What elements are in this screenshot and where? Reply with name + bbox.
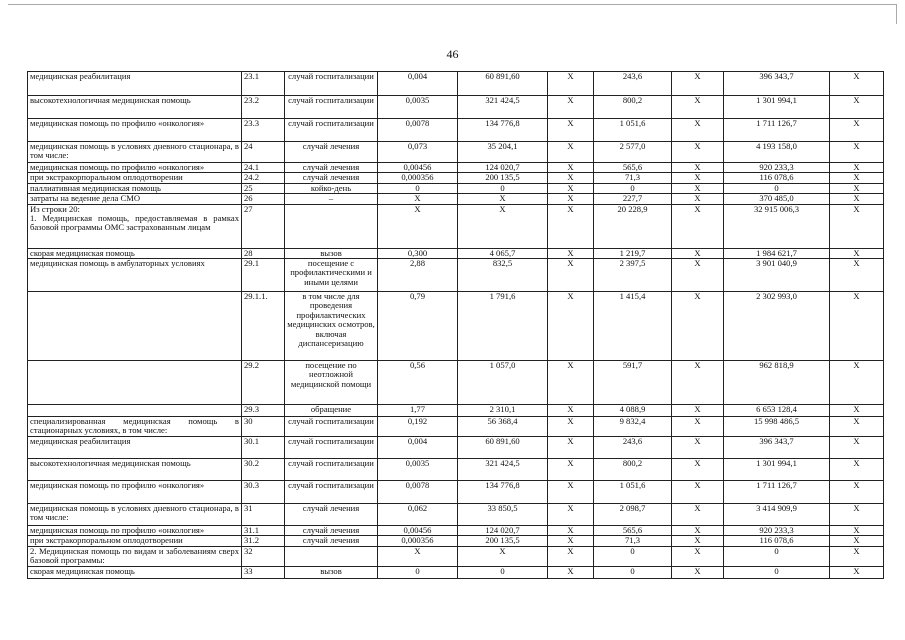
per-capita-oms-cell: 20 228,9 — [594, 204, 672, 248]
norm-cost-cell: 832,5 — [458, 259, 548, 292]
norm-volume-cell: 1,77 — [378, 405, 458, 417]
norm-volume-cell: 0,192 — [378, 417, 458, 437]
table-row — [28, 96, 884, 119]
row-name-cell: затраты на ведение дела СМО — [28, 194, 242, 204]
percent-cell: X — [830, 361, 884, 405]
per-capita-budget-cell: X — [548, 405, 594, 417]
norm-cost-cell: 2 310,1 — [458, 405, 548, 417]
norm-volume-cell: X — [378, 204, 458, 248]
percent-cell: X — [830, 504, 884, 526]
oms-total-cell: 396 343,7 — [724, 72, 830, 96]
per-capita-oms-cell: 0 — [594, 183, 672, 193]
row-number-cell: 30.1 — [242, 437, 285, 459]
row-number-cell: 31.2 — [242, 536, 285, 546]
unit-cell: посещение с профилактическими и иными целями — [285, 259, 378, 292]
budget-total-cell: X — [672, 142, 724, 163]
oms-total-cell: 920 233,3 — [724, 526, 830, 536]
row-number-cell: 29.3 — [242, 405, 285, 417]
row-number-cell: 33 — [242, 566, 285, 578]
per-capita-oms-cell: 591,7 — [594, 361, 672, 405]
percent-cell: X — [830, 292, 884, 361]
table-row — [28, 248, 884, 258]
percent-cell: X — [830, 405, 884, 417]
norm-volume-cell: 0,004 — [378, 437, 458, 459]
table-row — [28, 173, 884, 183]
norm-cost-cell: 200 135,5 — [458, 536, 548, 546]
unit-cell: случай лечения — [285, 142, 378, 163]
row-name-cell: высокотехнологичная медицинская помощь — [28, 459, 242, 481]
budget-total-cell: X — [672, 248, 724, 258]
percent-cell: X — [830, 481, 884, 504]
row-name-cell: при экстракорпоральном оплодотворении — [28, 536, 242, 546]
percent-cell: X — [830, 96, 884, 119]
norm-volume-cell: X — [378, 546, 458, 566]
unit-cell: случай госпитализации — [285, 437, 378, 459]
per-capita-oms-cell: 227,7 — [594, 194, 672, 204]
table-row — [28, 536, 884, 546]
budget-total-cell: X — [672, 361, 724, 405]
row-name-cell: скорая медицинская помощь — [28, 566, 242, 578]
percent-cell: X — [830, 173, 884, 183]
unit-cell: случай госпитализации — [285, 417, 378, 437]
row-number-cell: 26 — [242, 194, 285, 204]
per-capita-budget-cell: X — [548, 546, 594, 566]
row-number-cell: 28 — [242, 248, 285, 258]
per-capita-oms-cell: 0 — [594, 546, 672, 566]
row-name-cell: медицинская помощь по профилю «онкология» — [28, 119, 242, 142]
scan-edge-top — [8, 4, 897, 5]
row-name-cell — [28, 361, 242, 405]
row-name-cell: медицинская реабилитация — [28, 437, 242, 459]
table-row — [28, 459, 884, 481]
per-capita-oms-cell: 71,3 — [594, 536, 672, 546]
norm-volume-cell: 0,79 — [378, 292, 458, 361]
budget-total-cell: X — [672, 183, 724, 193]
per-capita-budget-cell: X — [548, 248, 594, 258]
oms-total-cell: 6 653 128,4 — [724, 405, 830, 417]
budget-total-cell: X — [672, 566, 724, 578]
budget-total-cell: X — [672, 292, 724, 361]
per-capita-budget-cell: X — [548, 119, 594, 142]
per-capita-budget-cell: X — [548, 163, 594, 173]
data-table — [27, 71, 884, 579]
per-capita-oms-cell: 1 051,6 — [594, 481, 672, 504]
norm-volume-cell: 2,88 — [378, 259, 458, 292]
budget-total-cell: X — [672, 405, 724, 417]
unit-cell: случай лечения — [285, 173, 378, 183]
percent-cell: X — [830, 194, 884, 204]
norm-cost-cell: 134 776,8 — [458, 481, 548, 504]
per-capita-oms-cell: 800,2 — [594, 459, 672, 481]
row-number-cell: 23.3 — [242, 119, 285, 142]
oms-total-cell: 0 — [724, 183, 830, 193]
norm-cost-cell: 0 — [458, 183, 548, 193]
table-row — [28, 546, 884, 566]
per-capita-budget-cell: X — [548, 437, 594, 459]
oms-total-cell: 2 302 993,0 — [724, 292, 830, 361]
row-name-cell: специализированная медицинская помощь в стационарных условиях, в том числе: — [28, 417, 242, 437]
per-capita-oms-cell: 9 832,4 — [594, 417, 672, 437]
row-number-cell: 30 — [242, 417, 285, 437]
oms-total-cell: 4 193 158,0 — [724, 142, 830, 163]
norm-volume-cell: 0 — [378, 183, 458, 193]
unit-cell: случай лечения — [285, 163, 378, 173]
unit-cell: случай госпитализации — [285, 459, 378, 481]
row-name-cell: Из строки 20: 1. Медицинская помощь, предоставляемая в рамках базовой программы ОМС застрахованным лицам — [28, 204, 242, 248]
percent-cell: X — [830, 163, 884, 173]
percent-cell: X — [830, 204, 884, 248]
per-capita-budget-cell: X — [548, 183, 594, 193]
norm-volume-cell: 0,073 — [378, 142, 458, 163]
oms-total-cell: 370 485,0 — [724, 194, 830, 204]
table-row — [28, 163, 884, 173]
per-capita-oms-cell: 2 098,7 — [594, 504, 672, 526]
per-capita-oms-cell: 2 397,5 — [594, 259, 672, 292]
row-number-cell: 30.3 — [242, 481, 285, 504]
per-capita-budget-cell: X — [548, 481, 594, 504]
budget-total-cell: X — [672, 72, 724, 96]
norm-volume-cell: 0,000356 — [378, 173, 458, 183]
row-name-cell — [28, 405, 242, 417]
per-capita-oms-cell: 71,3 — [594, 173, 672, 183]
unit-cell: койко-день — [285, 183, 378, 193]
budget-total-cell: X — [672, 194, 724, 204]
table-row — [28, 292, 884, 361]
norm-cost-cell: 60 891,60 — [458, 72, 548, 96]
per-capita-budget-cell: X — [548, 173, 594, 183]
row-name-cell: медицинская реабилитация — [28, 72, 242, 96]
row-name-cell: медицинская помощь по профилю «онкология» — [28, 481, 242, 504]
row-name-cell: медицинская помощь в амбулаторных условиях — [28, 259, 242, 292]
per-capita-budget-cell: X — [548, 72, 594, 96]
budget-total-cell: X — [672, 96, 724, 119]
norm-cost-cell: 35 204,1 — [458, 142, 548, 163]
percent-cell: X — [830, 183, 884, 193]
per-capita-oms-cell: 0 — [594, 566, 672, 578]
unit-cell: обращение — [285, 405, 378, 417]
norm-volume-cell: 0,00456 — [378, 526, 458, 536]
table-row — [28, 183, 884, 193]
norm-volume-cell: X — [378, 194, 458, 204]
norm-volume-cell: 0,062 — [378, 504, 458, 526]
row-number-cell: 23.2 — [242, 96, 285, 119]
per-capita-oms-cell: 243,6 — [594, 72, 672, 96]
oms-total-cell: 1 984 621,7 — [724, 248, 830, 258]
oms-total-cell: 920 233,3 — [724, 163, 830, 173]
oms-total-cell: 962 818,9 — [724, 361, 830, 405]
unit-cell: случай лечения — [285, 536, 378, 546]
unit-cell — [285, 546, 378, 566]
budget-total-cell: X — [672, 259, 724, 292]
oms-total-cell: 32 915 006,3 — [724, 204, 830, 248]
budget-total-cell: X — [672, 119, 724, 142]
table-row — [28, 204, 884, 248]
norm-cost-cell: 4 065,7 — [458, 248, 548, 258]
row-number-cell: 29.1.1. — [242, 292, 285, 361]
per-capita-oms-cell: 1 415,4 — [594, 292, 672, 361]
row-number-cell: 27 — [242, 204, 285, 248]
table-row — [28, 526, 884, 536]
oms-total-cell: 1 301 994,1 — [724, 459, 830, 481]
table-row — [28, 417, 884, 437]
norm-cost-cell: 60 891,60 — [458, 437, 548, 459]
per-capita-oms-cell: 1 219,7 — [594, 248, 672, 258]
budget-total-cell: X — [672, 459, 724, 481]
row-name-cell: 2. Медицинская помощь по видам и заболеваниям сверх базовой программы: — [28, 546, 242, 566]
per-capita-budget-cell: X — [548, 204, 594, 248]
norm-cost-cell: 124 020,7 — [458, 526, 548, 536]
budget-total-cell: X — [672, 417, 724, 437]
norm-cost-cell: X — [458, 194, 548, 204]
norm-cost-cell: 0 — [458, 566, 548, 578]
per-capita-budget-cell: X — [548, 526, 594, 536]
norm-cost-cell: X — [458, 204, 548, 248]
oms-total-cell: 0 — [724, 566, 830, 578]
unit-cell: случай госпитализации — [285, 481, 378, 504]
per-capita-budget-cell: X — [548, 566, 594, 578]
table-row — [28, 405, 884, 417]
per-capita-budget-cell: X — [548, 292, 594, 361]
oms-total-cell: 1 711 126,7 — [724, 119, 830, 142]
per-capita-budget-cell: X — [548, 194, 594, 204]
oms-total-cell: 3 414 909,9 — [724, 504, 830, 526]
row-name-cell: медицинская помощь в условиях дневного стационара, в том числе: — [28, 142, 242, 163]
budget-total-cell: X — [672, 526, 724, 536]
percent-cell: X — [830, 526, 884, 536]
percent-cell: X — [830, 536, 884, 546]
row-name-cell: скорая медицинская помощь — [28, 248, 242, 258]
norm-cost-cell: 56 368,4 — [458, 417, 548, 437]
norm-volume-cell: 0,0078 — [378, 481, 458, 504]
table-row — [28, 72, 884, 96]
per-capita-budget-cell: X — [548, 142, 594, 163]
unit-cell: посещение по неотложной медицинской помощи — [285, 361, 378, 405]
row-name-cell: высокотехнологичная медицинская помощь — [28, 96, 242, 119]
row-name-cell: медицинская помощь в условиях дневного стационара, в том числе: — [28, 504, 242, 526]
table-row — [28, 437, 884, 459]
norm-volume-cell: 0,00456 — [378, 163, 458, 173]
percent-cell: X — [830, 459, 884, 481]
row-number-cell: 31.1 — [242, 526, 285, 536]
table-row — [28, 194, 884, 204]
row-number-cell: 23.1 — [242, 72, 285, 96]
row-name-cell — [28, 292, 242, 361]
per-capita-budget-cell: X — [548, 417, 594, 437]
oms-total-cell: 0 — [724, 546, 830, 566]
budget-total-cell: X — [672, 504, 724, 526]
unit-cell: вызов — [285, 566, 378, 578]
budget-total-cell: X — [672, 437, 724, 459]
row-number-cell: 24.2 — [242, 173, 285, 183]
row-number-cell: 25 — [242, 183, 285, 193]
unit-cell: случай госпитализации — [285, 72, 378, 96]
norm-cost-cell: 1 057,0 — [458, 361, 548, 405]
table-row — [28, 481, 884, 504]
norm-cost-cell: 33 850,5 — [458, 504, 548, 526]
row-name-cell: при экстракорпоральном оплодотворении — [28, 173, 242, 183]
row-number-cell: 31 — [242, 504, 285, 526]
unit-cell: вызов — [285, 248, 378, 258]
unit-cell: – — [285, 194, 378, 204]
unit-cell: случай лечения — [285, 504, 378, 526]
budget-total-cell: X — [672, 481, 724, 504]
per-capita-oms-cell: 2 577,0 — [594, 142, 672, 163]
row-number-cell: 24 — [242, 142, 285, 163]
norm-volume-cell: 0,0035 — [378, 96, 458, 119]
norm-cost-cell: 134 776,8 — [458, 119, 548, 142]
norm-cost-cell: 1 791,6 — [458, 292, 548, 361]
oms-total-cell: 15 998 486,5 — [724, 417, 830, 437]
norm-volume-cell: 0 — [378, 566, 458, 578]
per-capita-oms-cell: 800,2 — [594, 96, 672, 119]
row-number-cell: 32 — [242, 546, 285, 566]
per-capita-budget-cell: X — [548, 96, 594, 119]
norm-volume-cell: 0,0078 — [378, 119, 458, 142]
norm-volume-cell: 0,000356 — [378, 536, 458, 546]
row-name-cell: паллиативная медицинская помощь — [28, 183, 242, 193]
unit-cell: случай госпитализации — [285, 119, 378, 142]
budget-total-cell: X — [672, 536, 724, 546]
norm-volume-cell: 0,56 — [378, 361, 458, 405]
oms-total-cell: 1 711 126,7 — [724, 481, 830, 504]
scan-edge-right — [896, 4, 897, 24]
unit-cell: в том числе для проведения профилактических медицинских осмотров, включая диспансеризацию — [285, 292, 378, 361]
oms-total-cell: 396 343,7 — [724, 437, 830, 459]
per-capita-budget-cell: X — [548, 504, 594, 526]
per-capita-budget-cell: X — [548, 361, 594, 405]
table-row — [28, 504, 884, 526]
per-capita-oms-cell: 243,6 — [594, 437, 672, 459]
unit-cell — [285, 204, 378, 248]
percent-cell: X — [830, 119, 884, 142]
per-capita-oms-cell: 4 088,9 — [594, 405, 672, 417]
table-row — [28, 119, 884, 142]
oms-total-cell: 116 078,6 — [724, 173, 830, 183]
percent-cell: X — [830, 546, 884, 566]
per-capita-budget-cell: X — [548, 536, 594, 546]
page-number: 46 — [446, 47, 459, 61]
unit-cell: случай госпитализации — [285, 96, 378, 119]
row-number-cell: 29.1 — [242, 259, 285, 292]
per-capita-budget-cell: X — [548, 259, 594, 292]
oms-total-cell: 3 901 040,9 — [724, 259, 830, 292]
row-number-cell: 30.2 — [242, 459, 285, 481]
table-row — [28, 259, 884, 292]
norm-cost-cell: X — [458, 546, 548, 566]
percent-cell: X — [830, 566, 884, 578]
table-body — [28, 72, 884, 579]
per-capita-oms-cell: 1 051,6 — [594, 119, 672, 142]
row-number-cell: 29.2 — [242, 361, 285, 405]
table-row — [28, 566, 884, 578]
norm-volume-cell: 0,0035 — [378, 459, 458, 481]
per-capita-budget-cell: X — [548, 459, 594, 481]
norm-cost-cell: 321 424,5 — [458, 459, 548, 481]
budget-total-cell: X — [672, 546, 724, 566]
norm-volume-cell: 0,004 — [378, 72, 458, 96]
table-row — [28, 142, 884, 163]
percent-cell: X — [830, 72, 884, 96]
row-number-cell: 24.1 — [242, 163, 285, 173]
budget-total-cell: X — [672, 204, 724, 248]
percent-cell: X — [830, 142, 884, 163]
norm-cost-cell: 321 424,5 — [458, 96, 548, 119]
oms-total-cell: 1 301 994,1 — [724, 96, 830, 119]
per-capita-oms-cell: 565,6 — [594, 163, 672, 173]
percent-cell: X — [830, 437, 884, 459]
percent-cell: X — [830, 259, 884, 292]
row-name-cell: медицинская помощь по профилю «онкология» — [28, 163, 242, 173]
oms-total-cell: 116 078,6 — [724, 536, 830, 546]
per-capita-oms-cell: 565,6 — [594, 526, 672, 536]
percent-cell: X — [830, 417, 884, 437]
unit-cell: случай лечения — [285, 526, 378, 536]
norm-cost-cell: 124 020,7 — [458, 163, 548, 173]
norm-cost-cell: 200 135,5 — [458, 173, 548, 183]
table-row — [28, 361, 884, 405]
row-name-cell: медицинская помощь по профилю «онкология» — [28, 526, 242, 536]
budget-total-cell: X — [672, 173, 724, 183]
budget-total-cell: X — [672, 163, 724, 173]
norm-volume-cell: 0,300 — [378, 248, 458, 258]
percent-cell: X — [830, 248, 884, 258]
